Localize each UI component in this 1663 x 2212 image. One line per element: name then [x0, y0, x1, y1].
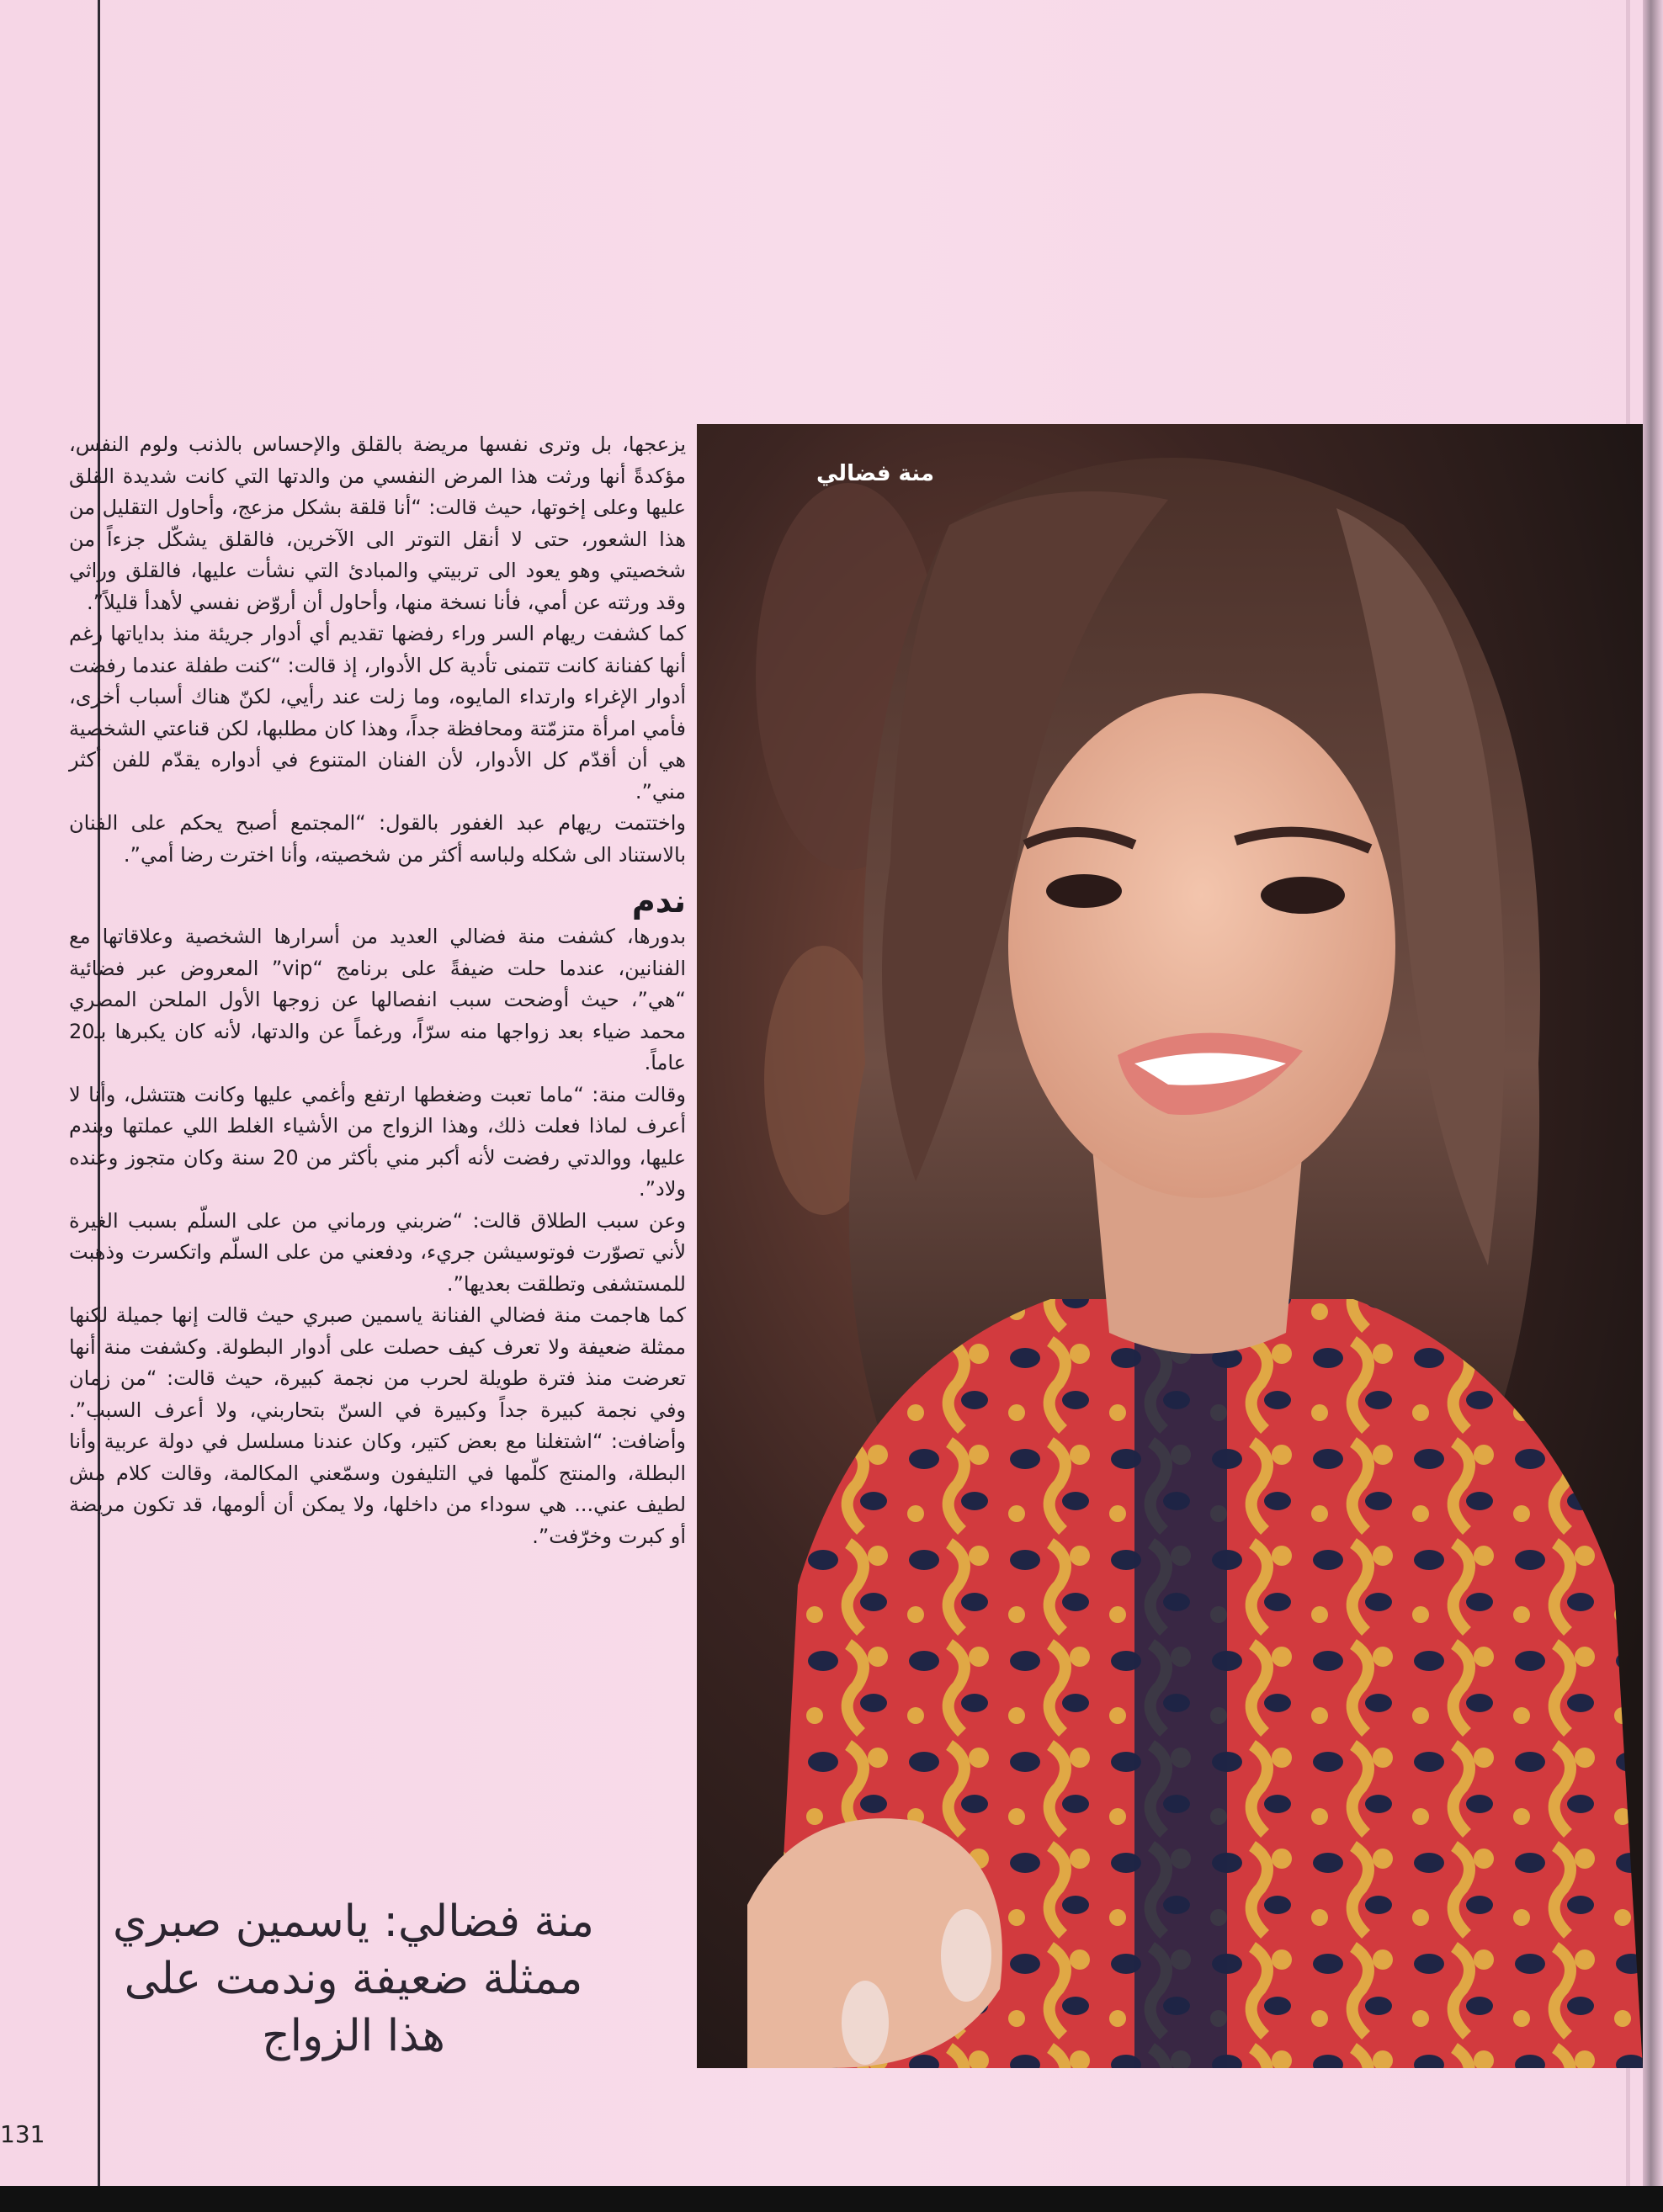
page-edge	[1643, 0, 1663, 2212]
paragraph: واختتمت ريهام عبد الغفور بالقول: “المجتمع أصبح يحكم على الفنان بالاستناد الى شكله ولباسه أكثر من شخصيته، وأنا اخترت رضا أمي”.	[69, 811, 686, 867]
article-body	[69, 429, 686, 1552]
paragraph: وقالت منة: “ماما تعبت وضغطها ارتفع وأغمي عليها وكانت هتتشل، وأنا لا أعرف لماذا فعلت ذلك، وهذا الزواج من الأشياء الغلط اللي عملتها وبندم عليها، ووالدتي رفضت لأنه أكبر مني بأكثر من 20 سنة وكان متجوز وعنده ولاد”.	[69, 1082, 687, 1201]
portrait-photo	[697, 424, 1643, 2068]
portrait-illustration	[697, 424, 1643, 2068]
paragraph: كما كشفت ريهام السر وراء رفضها تقديم أي أدوار جريئة منذ بداياتها رغم أنها كفنانة كانت تتمنى تأدية كل الأدوار، إذ قالت: “كنت طفلة عندما رفضت أدوار الإغراء وارتداء المايوه، وما زلت عند رأيي، لكنّ هناك أسباب أخرى، فأمي امرأة متزمّتة ومحافظة جداً، وهذا كان مطلبها، لكن قناعتي الشخصية هي أن أقدّم كل الأدوار، لأن الفنان المتنوع في أدواره يقدّم للفن أكثر مني”.	[69, 622, 686, 804]
headline-line: منة فضالي: ياسمين صبري	[113, 1896, 594, 1947]
paragraph: كما هاجمت منة فضالي الفنانة ياسمين صبري حيث قالت إنها جميلة لكنها ممثلة ضعيفة ولا تعرف كيف حصلت على أدوار البطولة. وكشفت منة أنها تعرضت منذ فترة طويلة لحرب من نجمة كبيرة، حيث قالت: “من زمان وفي نجمة كبيرة جداً وكبيرة في السنّ بتحاربني، ولا أعرف السبب”. وأضافت: “اشتغلنا مع بعض كتير، وكان عندنا مسلسل في دولة عربية وأنا البطلة، والمنتج كلّمها في التليفون وسمّعني المكالمة، وقالت كلام مش لطيف عني... هي سوداء من داخلها، ولا يمكن أن ألومها، قد تكون مريضة أو كبرت وخرّفت”.	[69, 1303, 686, 1548]
headline-line: ممثلة ضعيفة وندمت على	[124, 1954, 583, 2004]
paragraph: بدورها، كشفت منة فضالي العديد من أسرارها الشخصية وعلاقاتها مع الفنانين، عندما حلت ضيفةً على برنامج “vip” المعروض عبر فضائية “هي”، حيث أوضحت سبب انفصالها عن زوجها الأول الملحن المصري محمد ضياء بعد زواجها منه سرّاً، ورغماً عن والدتها، لأنه كان يكبرها بـ20 عاماً.	[69, 925, 687, 1074]
paragraph: وعن سبب الطلاق قالت: “ضربني ورماني من على السلّم بسبب الغيرة لأني تصوّرت فوتوسيشن جريء، ودفعني من على السلّم واتكسرت وذهبت للمستشفى وتطلقت بعديها”.	[69, 1208, 686, 1296]
photo-caption: منة فضالي	[816, 461, 935, 486]
paragraph: يزعجها، بل وترى نفسها مريضة بالقلق والإحساس بالذنب ولوم النفس، مؤكدةً أنها ورثت هذا المرض النفسي من والدتها التي كانت شديدة القلق عليها وعلى إخوتها، حيث قالت: “أنا قلقة بشكل مزعج، وأحاول التقليل من هذا الشعور، حتى لا أنقل التوتر الى الآخرين، فالقلق يشكّل جزءاً من شخصيتي وهو يعود الى تربيتي والمبادئ التي نشأت عليها، فالقلق وراثي وقد ورثته عن أمي، فأنا نسخة منها، وأحاول أن أروّض نفسي لأهدأ قليلاً”.	[69, 432, 686, 614]
page-number: 131	[0, 2120, 45, 2148]
headline-line: هذا الزواج	[262, 2011, 445, 2061]
pull-quote-headline	[50, 1893, 656, 2065]
scan-bottom-edge	[0, 2186, 1663, 2212]
section-subheading: ندم	[631, 883, 686, 920]
